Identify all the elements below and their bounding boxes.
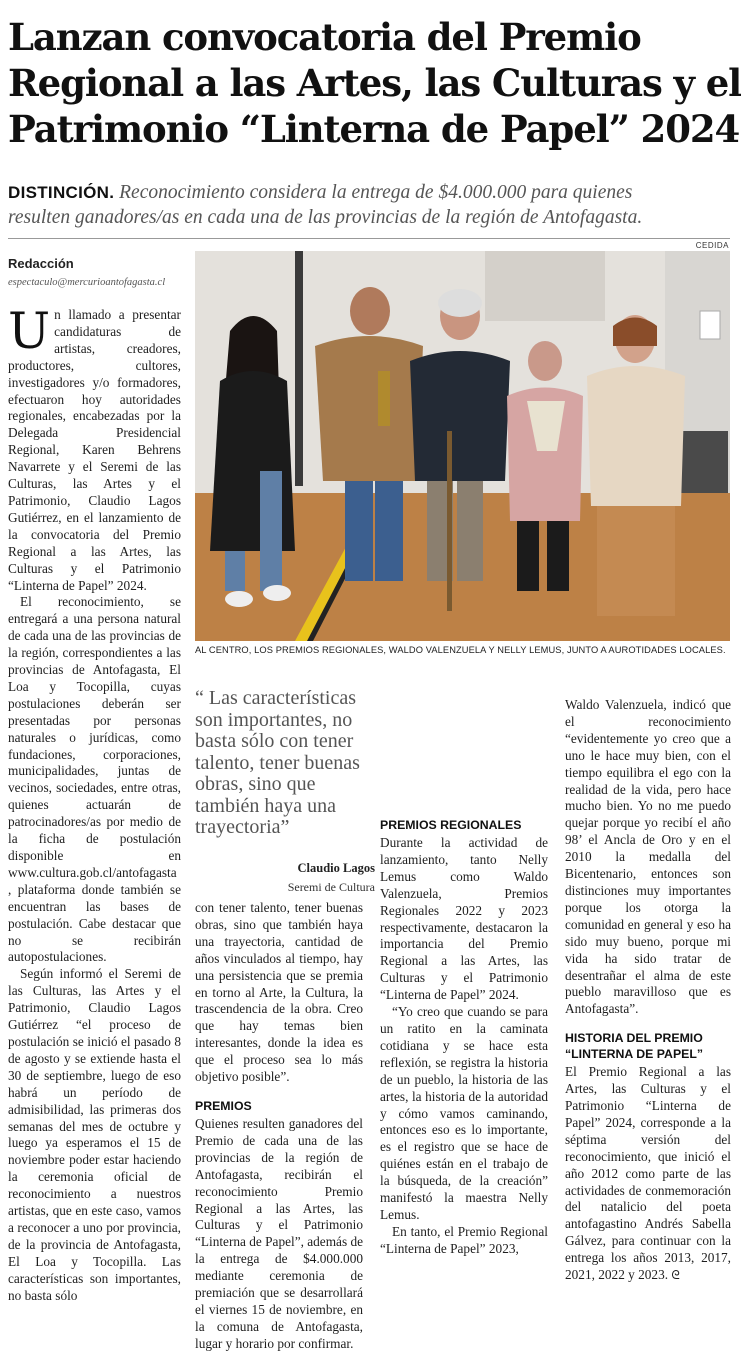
end-mark-icon: ᘓ xyxy=(671,1268,680,1283)
deck-kicker: DISTINCIÓN. xyxy=(8,183,115,202)
subhead-premios: PREMIOS xyxy=(195,1098,252,1113)
deck xyxy=(8,180,733,230)
subhead-historia: HISTORIA DEL PREMIO “LINTERNA DE PAPEL” xyxy=(565,1031,704,1062)
headline-line-2: Regional a las Artes, las Culturas y el xyxy=(8,61,741,105)
pull-quote-role: Seremi de Cultura xyxy=(287,879,375,894)
group-photo-illustration xyxy=(195,251,730,641)
photo-credit: CEDIDA xyxy=(695,241,729,250)
paragraph-3: Según informó el Seremi de las Culturas, las Artes y el Patrimonio, Claudio Lagos Gutiérrez “el proceso de postulación se inició el pasado 8 de agosto y se extiende hasta el 30 de septiembre, luego de eso habrá un período de admisibilidad, las primeras dos semanas del mes de octubre y luego ya esperamos el 15 de noviembre poder estar haciendo la ceremonia oficial de reconocimiento a nuestros artistas, que en este caso, vamos a reconocer a uno por provincia, de la provincia de Antofagasta, El Loa y Tocopilla. Las características son importantes, no basta sólo xyxy=(8,966,181,1303)
byline-author: Redacción xyxy=(8,256,74,271)
column-4 xyxy=(565,697,731,1284)
paragraph-7: “Yo creo que cuando se para un ratito en la caminata cotidiana y se hace esta reflexión, se registra la historia de un pueblo, la historia de las artes, la historia de la autoridad y cómo vamos caminando, entonces eso es lo importante, es el registro que se hace de quiénes están en el trabajo de la búsqueda, de la creación” manifestó la maestra Nelly Lemus. xyxy=(380,1004,548,1222)
pull-quote-name: Claudio Lagos xyxy=(297,860,375,875)
paragraph-9: Waldo Valenzuela, indicó que el reconocimiento “evidentemente yo creo que a uno le hace muy bien, con el tiempo equilibra el ego con la realidad de la vida, pero hace mucho bien. Yo no me puedo quejar porque yo recibí el año 98’ el Ancla de Oro y en el 2010 la medalla del Bicentenario, entonces son distinciones muy importantes porque los otorga la comunidad en general y eso ha sido muy bueno, porque mi vida ha sido tratar de desentrañar el alma de este pueblo maravilloso que es Antofagasta”. xyxy=(565,697,731,1017)
deck-line-1: Reconocimiento considera la entrega de $4.000.000 para quienes xyxy=(119,182,633,203)
byline-email: espectaculo@mercurioantofagasta.cl xyxy=(8,277,166,288)
pull-quote-text: “ Las características son importantes, no basta sólo con tener talento, tener buenas obras, sino que también haya una trayectoria” xyxy=(195,687,360,838)
paragraph-6: Durante la actividad de lanzamiento, tanto Nelly Lemus como Waldo Valenzuela, Premios Regionales 2022 y 2023 respectivamente, destacaron la importancia del Premio Regional a las Artes, las Culturas y el Patrimonio “Linterna de Papel” 2024. xyxy=(380,835,548,1003)
divider xyxy=(8,238,730,239)
photo-caption: AL CENTRO, LOS PREMIOS REGIONALES, WALDO VALENZUELA Y NELLY LEMUS, JUNTO A AUROTIDADES LOCALES. xyxy=(195,645,726,655)
paragraph-1: Un llamado a presentar candidaturas de artistas, creadores, productores, cultores, investigadores y/o formadores, efectuaron hoy autoridades regionales, encabezadas por la Delegada Presidencial Regional, Karen Behrens Navarrete y el Seremi de las Culturas, las Artes y el Patrimonio, Claudio Lagos Gutiérrez, en el lanzamiento de la convocatoria del Premio Regional a las Artes, las Culturas y el Patrimonio “Linterna de Papel” 2024. xyxy=(8,302,181,593)
headline xyxy=(8,14,741,152)
paragraph-10: El Premio Regional a las Artes, las Culturas y el Patrimonio “Linterna de Papel” 2024, corresponde a la séptima versión del reconocimiento, que inició el año 2012 como parte de las actividades de conmemoración del natalicio del poeta antofagastino Andrés Sabella Gálvez, para continuar con la entrega los años 2013, 2017, 2021, 2022 y 2023. ᘓ xyxy=(565,1064,731,1283)
headline-line-1: Lanzan convocatoria del Premio xyxy=(8,15,641,59)
paragraph-8: En tanto, el Premio Regional “Linterna de Papel” 2023, xyxy=(380,1223,548,1256)
deck-line-2: resulten ganadores/as en cada una de las provincias de la región de Antofagasta. xyxy=(8,207,643,228)
column-3 xyxy=(380,817,548,1258)
pull-quote xyxy=(195,688,375,895)
subhead-premios-regionales: PREMIOS REGIONALES xyxy=(380,818,522,832)
headline-line-3: Patrimonio “Linterna de Papel” 2024 xyxy=(8,107,740,151)
group-photo xyxy=(195,251,730,641)
paragraph-2: El reconocimiento, se entregará a una persona natural de cada una de las provincias de la región, correspondientes a las provincias de Antofagasta, El Loa y Tocopilla, cuyas postulaciones deberán ser presentadas por personas naturales o jurídicas, como fundaciones, corporaciones, municipalidades, juntas de vecinos, sociedades, entre otras, quienes actuarán de patrocinadores/as por medio de la ficha de postulación disponible en www.cultura.gob.cl/antofagasta , plataforma donde también se encuentran las bases de postulación. Cabe destacar que no se recibirán autopostulaciones. xyxy=(8,594,181,965)
dropcap: U xyxy=(8,302,51,360)
paragraph-4: con tener talento, tener buenas obras, sino que también haya una trayectoria, cantidad de años vinculados al tiempo, hay una persistencia que se premia en torno al Arte, la Cultura, la trascendencia de la obra. Creo que hay temas bien interesantes, donde la idea es que el proceso sea lo más objetivo posible”. xyxy=(195,900,363,1085)
column-1 xyxy=(8,302,181,1304)
column-2 xyxy=(195,900,363,1353)
paragraph-5: Quienes resulten ganadores del Premio de cada una de las provincias de la región de Antofagasta, recibirán el reconocimiento Premio Regional a las Artes, las Culturas y el Patrimonio “Linterna de Papel”, además de la entrega de $4.000.000 mediante ceremonia de premiación que se desarrollará el viernes 15 de noviembre, en la comuna de Antofagasta, lugar y horario por confirmar. xyxy=(195,1115,363,1351)
byline xyxy=(8,256,188,288)
